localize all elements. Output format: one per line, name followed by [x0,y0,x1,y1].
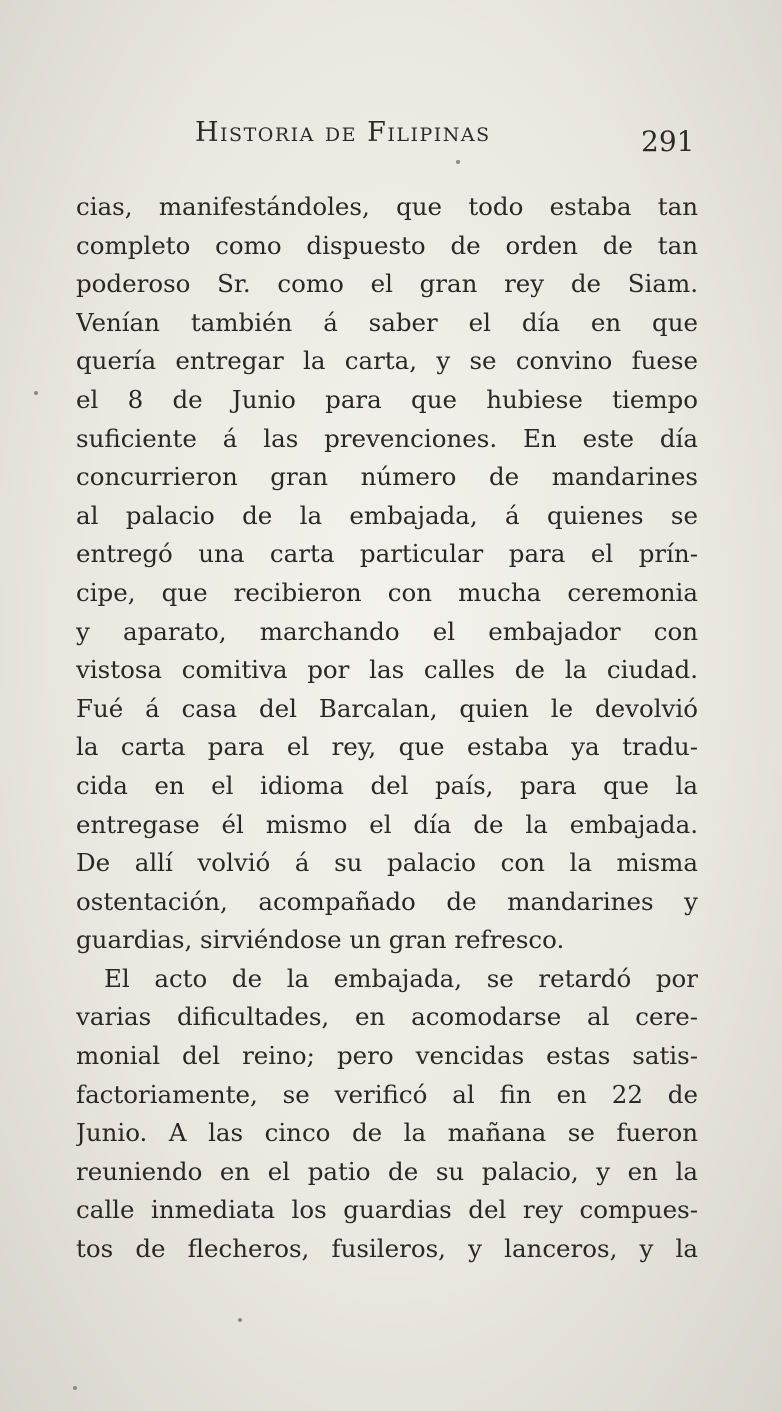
text-line: al palacio de la embajada, á quienes se [76,500,698,530]
print-speck [238,1318,242,1322]
text-line: Junio. A las cinco de la mañana se fueron [76,1118,698,1148]
print-speck [456,160,460,164]
running-title: Historia de Filipinas [195,117,491,148]
text-line: calle inmediata los guardias del rey compues- [76,1195,698,1225]
text-line: y aparato, marchando el embajador con [76,616,698,646]
text-line: entregó una carta particular para el prín- [76,539,698,569]
text-line: monial del reino; pero vencidas estas satis- [76,1041,698,1071]
text-line: cipe, que recibieron con mucha ceremonia [76,577,698,607]
print-speck [34,391,38,395]
text-line: entregase él mismo el día de la embajada. [76,809,698,839]
print-speck [73,1386,77,1390]
text-line: quería entregar la carta, y se convino fuese [76,346,698,376]
text-line: varias dificultades, en acomodarse al cere- [76,1002,698,1032]
text-line: guardias, sirviéndose un gran refresco. [76,925,565,955]
running-head [0,117,782,161]
text-line: cida en el idioma del país, para que la [76,770,698,800]
text-line: poderoso Sr. como el gran rey de Siam. [76,269,698,299]
text-line: concurrieron gran número de mandarines [76,462,698,492]
text-line: completo como dispuesto de orden de tan [76,230,698,260]
text-line: De allí volvió á su palacio con la misma [76,848,698,878]
text-line: suficiente á las prevenciones. En este día [76,423,698,453]
text-line: tos de flecheros, fusileros, y lanceros, y la [76,1234,698,1264]
page-number: 291 [641,125,695,158]
text-line: Fué á casa del Barcalan, quien le devolvió [76,693,698,723]
paragraph-1 [76,188,698,960]
text-line: cias, manifestándoles, que todo estaba tan [76,192,698,221]
text-line: vistosa comitiva por las calles de la ciudad. [76,655,698,685]
body-text [76,188,698,1269]
text-line: el 8 de Junio para que hubiese tiempo [76,384,698,414]
text-line: la carta para el rey, que estaba ya tradu- [76,732,698,762]
text-line: El acto de la embajada, se retardó por [104,963,698,993]
text-line: reuniendo en el patio de su palacio, y en la [76,1156,698,1186]
text-line: ostentación, acompañado de mandarines y [76,886,698,916]
paragraph-2 [76,960,698,1269]
text-line: Venían también á saber el día en que [76,307,698,337]
text-line: factoriamente, se verificó al fin en 22 de [76,1079,698,1109]
